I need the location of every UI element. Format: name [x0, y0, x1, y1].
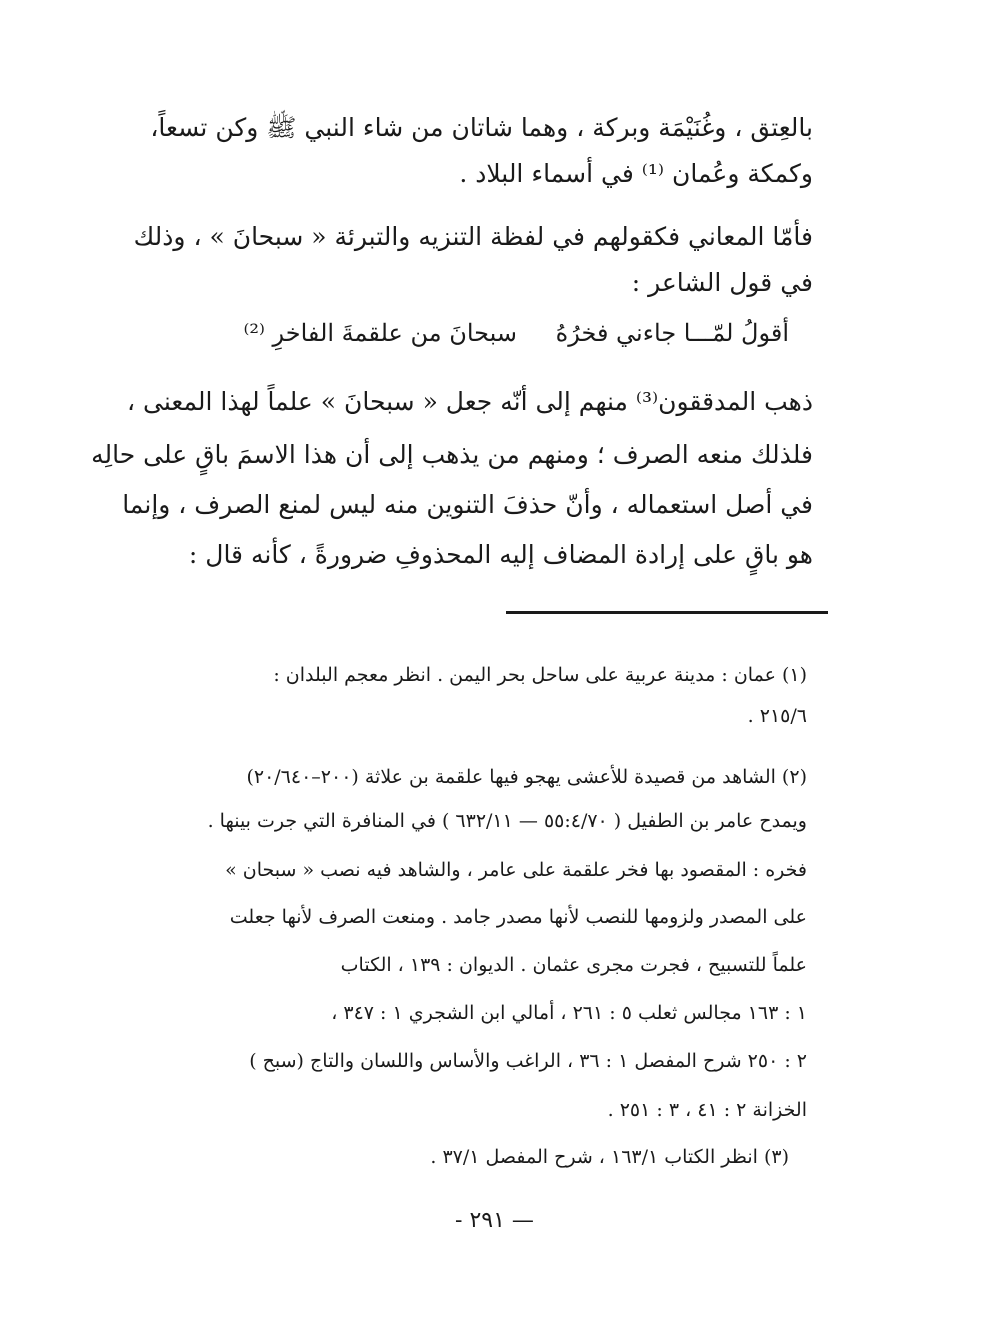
- footnote-separator: [506, 611, 828, 614]
- page-number: — ٢٩١ -: [455, 1208, 534, 1233]
- footnote-2-line3: فخره : المقصود بها فخر علقمة على عامر ، والشاهد فيه نصب « سبحان »: [225, 859, 807, 881]
- footnote-2-line8: الخزانة ٢ : ٤١ ، ٣ : ٢٥١ .: [607, 1099, 807, 1121]
- body-para2-line2: في قول الشاعر :: [631, 268, 813, 297]
- body-para3-line2: فلذلك منعه الصرف ؛ ومنهم من يذهب إلى أن هذا الاسمَ باقٍ على حالِه: [91, 440, 813, 469]
- footnote-2-line5: علماً للتسبيح ، فجرت مجرى عثمان . الديوان : ١٣٩ ، الكتاب: [340, 954, 807, 976]
- footnote-1-line1: (١) عمان : مدينة عربية على ساحل بحر اليمن . انظر معجم البلدان :: [273, 664, 807, 686]
- verse-hemistich-2: سبحانَ من علقمةَ الفاخرِ ⁽²⁾: [243, 319, 517, 347]
- footnote-2-line2: ويمدح عامر بن الطفيل ( ٥٥:٤/٧٠ — ٦٣٢/١١ ) في المنافرة التي جرت بينها .: [207, 810, 807, 832]
- footnote-3-line1: (٣) انظر الكتاب ١٦٣/١ ، شرح المفصل ٣٧/١ .: [430, 1146, 789, 1168]
- footnote-1-line2: ٢١٥/٦ .: [747, 705, 807, 727]
- body-para3-line3: في أصل استعماله ، وأنّ حذفَ التنوين منه ليس لمنع الصرف ، وإنما: [122, 490, 813, 519]
- footnote-2-line4: على المصدر ولزومها للنصب لأنها مصدر جامد . ومنعت الصرف لأنها جعلت: [229, 906, 807, 928]
- verse-hemistich-1: أقولُ لمّـــا جاءني فخرُهُ: [555, 319, 789, 347]
- body-para3-line4: هو باقٍ على إرادة المضاف إليه المحذوفِ ضرورةً ، كأنه قال :: [188, 540, 813, 569]
- body-para2-line1: فأمّا المعاني فكقولهم في لفظة التنزيه والتبرئة « سبحانَ » ، وذلك: [133, 222, 813, 251]
- body-para3-line1: ذهب المدققون⁽³⁾ منهم إلى أنّه جعل « سبحانَ » علماً لهذا المعنى ،: [126, 387, 813, 416]
- footnote-2-line6: ١ : ١٦٣ مجالس ثعلب ٥ : ٢٦١ ، أمالي ابن الشجري ١ : ٣٤٧ ،: [331, 1002, 807, 1024]
- footnote-2-line1: (٢) الشاهد من قصيدة للأعشى يهجو فيها علقمة بن علاثة (٢٠٠–٢٠/٦٤٠): [246, 766, 807, 788]
- body-para1-line2: وكمكة وعُمان ⁽¹⁾ في أسماء البلاد .: [459, 159, 813, 188]
- footnote-2-line7: ٢ : ٢٥٠ شرح المفصل ١ : ٣٦ ، الراغب والأساس واللسان والتاج (سبح ): [249, 1050, 807, 1072]
- body-para1-line1: بالعِتق ، وغُنَيْمَة وبركة ، وهما شاتان من شاء النبي ﷺ وكن تسعاً،: [150, 113, 813, 142]
